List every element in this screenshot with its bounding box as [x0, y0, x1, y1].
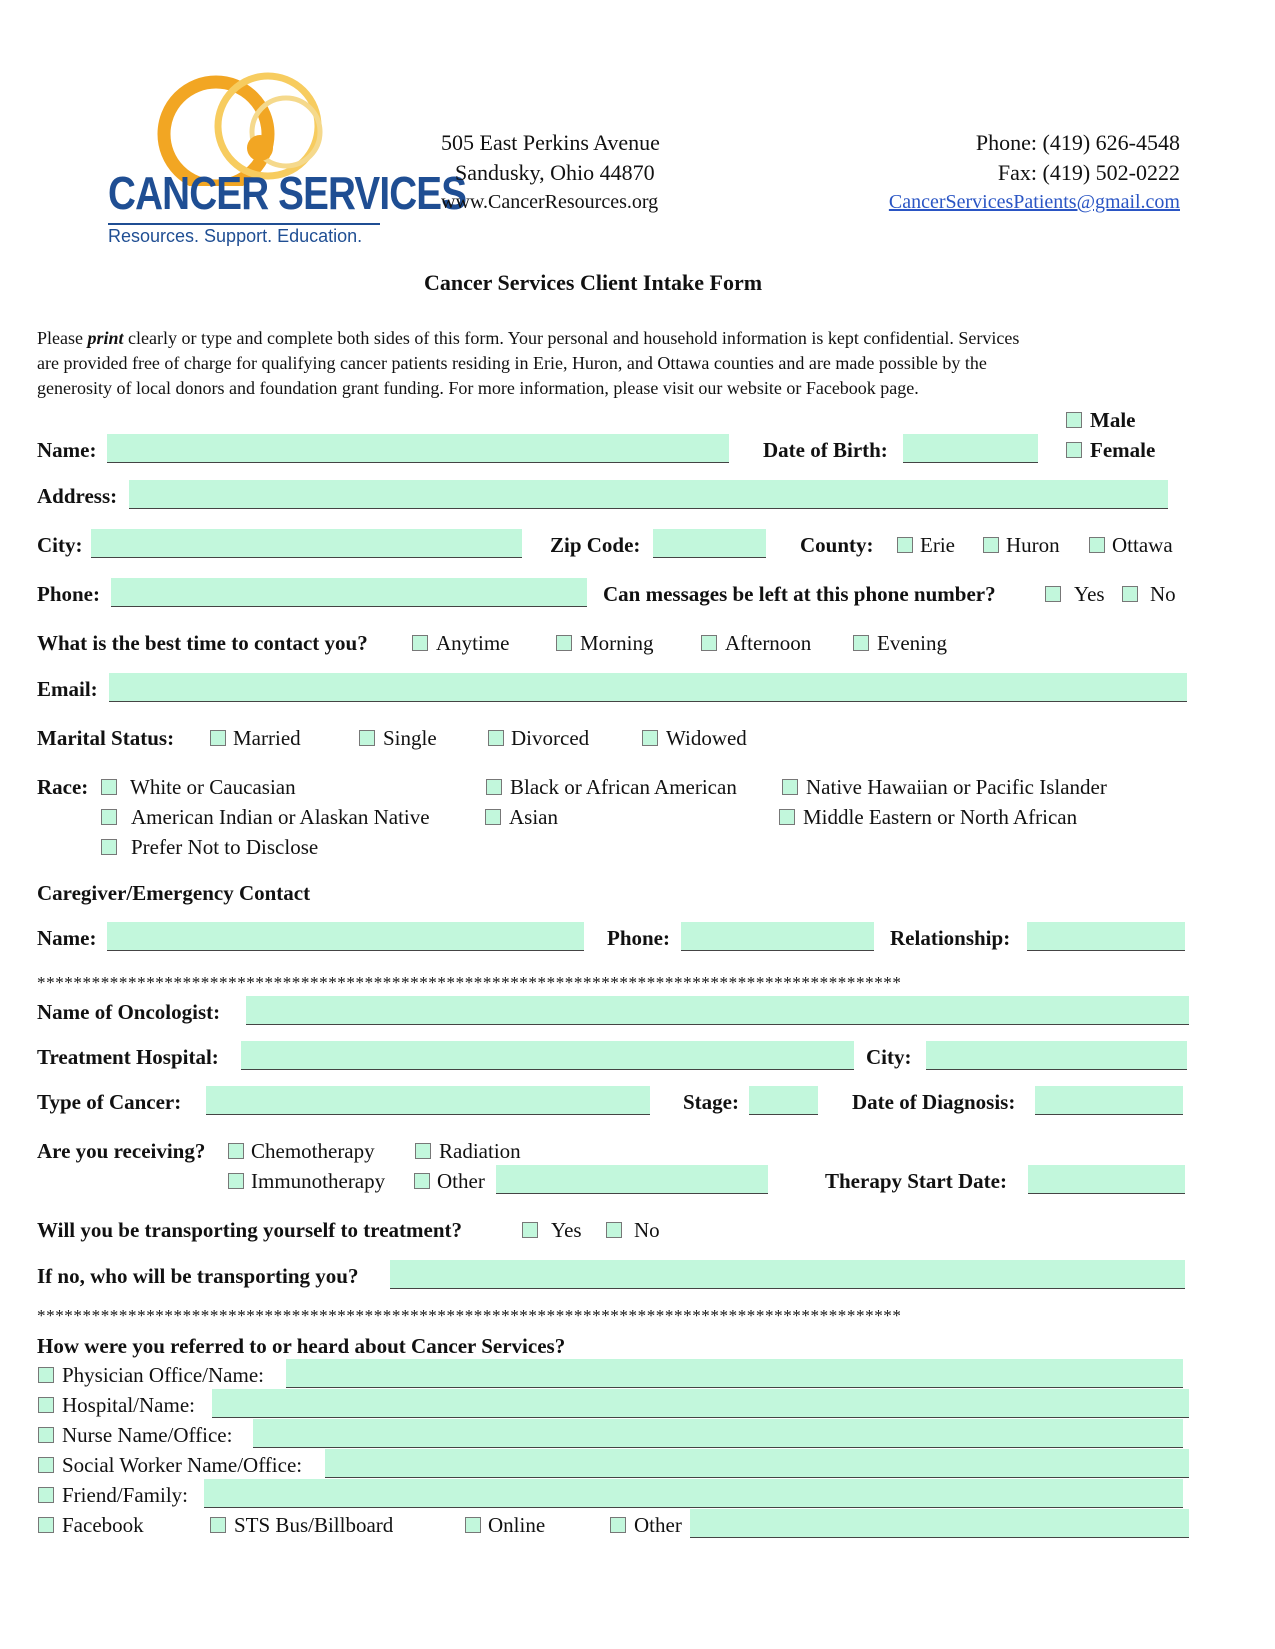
dob-field[interactable] — [903, 434, 1038, 463]
phone: Phone: (419) 626-4548 — [975, 130, 1180, 155]
race-middle-eastern-checkbox[interactable] — [779, 809, 795, 825]
oncologist-field[interactable] — [246, 996, 1189, 1025]
receiving-label: Are you receiving? — [37, 1139, 206, 1163]
ref-online-checkbox[interactable] — [465, 1517, 481, 1533]
ref-friend-field[interactable] — [204, 1479, 1183, 1508]
transport-yes-checkbox[interactable] — [522, 1222, 538, 1238]
time-anytime-label: Anytime — [436, 631, 510, 655]
address-field[interactable] — [129, 480, 1168, 509]
race-american-indian-checkbox[interactable] — [101, 809, 117, 825]
rx-other-checkbox[interactable] — [414, 1173, 430, 1189]
ref-hospital-checkbox[interactable] — [38, 1397, 54, 1413]
ref-facebook-checkbox[interactable] — [38, 1517, 54, 1533]
logo — [106, 66, 467, 256]
county-erie-checkbox[interactable] — [897, 537, 913, 553]
caregiver-phone-field[interactable] — [681, 922, 874, 951]
intro-line-2: are provided free of charge for qualifying cancer patients residing in Erie, Huron, and Ottawa counties and are made possible by the — [37, 353, 987, 373]
race-hawaiian-checkbox[interactable] — [782, 779, 798, 795]
zip-field[interactable] — [653, 529, 766, 558]
ref-nurse-checkbox[interactable] — [38, 1427, 54, 1443]
ref-hospital-label: Hospital/Name: — [62, 1393, 195, 1417]
hospital-city-label: City: — [866, 1045, 912, 1069]
marital-married-label: Married — [233, 726, 301, 750]
hospital-city-field[interactable] — [926, 1041, 1187, 1070]
ref-other-field[interactable] — [690, 1509, 1189, 1538]
logo-rule — [108, 223, 380, 225]
race-white-label: White or Caucasian — [130, 775, 296, 799]
address-line-2: Sandusky, Ohio 44870 — [455, 160, 655, 185]
oncologist-label: Name of Oncologist: — [37, 1000, 221, 1024]
race-prefer-not-label: Prefer Not to Disclose — [131, 835, 319, 859]
time-morning-checkbox[interactable] — [556, 635, 572, 651]
hospital-field[interactable] — [241, 1041, 854, 1070]
address-line-1: 505 East Perkins Avenue — [441, 130, 660, 155]
ref-nurse-field[interactable] — [253, 1419, 1183, 1448]
rx-chemo-checkbox[interactable] — [228, 1143, 244, 1159]
messages-no-checkbox[interactable] — [1122, 586, 1138, 602]
time-afternoon-label: Afternoon — [725, 631, 812, 655]
county-label: County: — [800, 533, 874, 557]
race-white-checkbox[interactable] — [101, 779, 117, 795]
rx-other-label: Other — [437, 1169, 485, 1193]
race-hawaiian-label: Native Hawaiian or Pacific Islander — [806, 775, 1107, 799]
race-black-checkbox[interactable] — [486, 779, 502, 795]
intro-text-1: clearly or type and complete both sides of this form. Your personal and household information is kept confidential. Services — [123, 328, 1020, 348]
name-label: Name: — [37, 438, 97, 462]
race-american-indian-label: American Indian or Alaskan Native — [131, 805, 430, 829]
ref-social-label: Social Worker Name/Office: — [62, 1453, 303, 1477]
rx-other-field[interactable] — [496, 1165, 768, 1194]
time-afternoon-checkbox[interactable] — [701, 635, 717, 651]
messages-yes-checkbox[interactable] — [1045, 586, 1061, 602]
phone-label: Phone: — [37, 582, 100, 606]
intro-print: print — [87, 328, 124, 348]
ref-social-field[interactable] — [325, 1449, 1189, 1478]
marital-married-checkbox[interactable] — [210, 730, 226, 746]
rx-immuno-label: Immunotherapy — [251, 1169, 386, 1193]
ref-other-label: Other — [634, 1513, 682, 1537]
caregiver-relationship-label: Relationship: — [890, 926, 1011, 950]
time-evening-label: Evening — [877, 631, 947, 655]
caregiver-name-field[interactable] — [107, 922, 584, 951]
male-checkbox[interactable] — [1066, 412, 1082, 428]
cancer-type-field[interactable] — [206, 1086, 650, 1115]
rx-chemo-label: Chemotherapy — [251, 1139, 375, 1163]
transport-no-label: No — [634, 1218, 660, 1242]
marital-single-label: Single — [383, 726, 437, 750]
ref-nurse-label: Nurse Name/Office: — [62, 1423, 233, 1447]
caregiver-relationship-field[interactable] — [1027, 922, 1185, 951]
intro-please: Please — [37, 328, 88, 348]
transport-who-field[interactable] — [390, 1260, 1185, 1289]
ref-physician-label: Physician Office/Name: — [62, 1363, 264, 1387]
messages-label: Can messages be left at this phone number? — [603, 582, 996, 606]
caregiver-heading: Caregiver/Emergency Contact — [37, 881, 311, 905]
email-label: Email: — [37, 677, 98, 701]
ref-hospital-field[interactable] — [212, 1389, 1189, 1418]
race-black-label: Black or African American — [510, 775, 737, 799]
diagnosis-field[interactable] — [1035, 1086, 1183, 1115]
race-prefer-not-checkbox[interactable] — [101, 839, 117, 855]
messages-yes-label: Yes — [1074, 582, 1105, 606]
marital-divorced-checkbox[interactable] — [488, 730, 504, 746]
logo-tagline: Resources. Support. Education. — [108, 226, 363, 246]
county-erie-label: Erie — [920, 533, 955, 557]
name-field[interactable] — [107, 434, 729, 463]
marital-single-checkbox[interactable] — [359, 730, 375, 746]
email-link[interactable]: CancerServicesPatients@gmail.com — [888, 191, 1180, 213]
phone-field[interactable] — [111, 578, 587, 607]
therapy-start-field[interactable] — [1028, 1165, 1185, 1194]
county-huron-checkbox[interactable] — [983, 537, 999, 553]
rx-radiation-checkbox[interactable] — [415, 1143, 431, 1159]
time-morning-label: Morning — [580, 631, 654, 655]
stage-label: Stage: — [683, 1090, 739, 1114]
referral-heading: How were you referred to or heard about Cancer Services? — [37, 1334, 566, 1358]
race-label: Race: — [37, 775, 89, 799]
race-middle-eastern-label: Middle Eastern or North African — [803, 805, 1078, 829]
separator-1: *********************************************************************************************** — [37, 973, 902, 992]
marital-divorced-label: Divorced — [511, 726, 590, 750]
rx-immuno-checkbox[interactable] — [228, 1173, 244, 1189]
marital-widowed-label: Widowed — [666, 726, 747, 750]
male-label: Male — [1090, 408, 1136, 432]
email-field[interactable] — [109, 673, 1187, 702]
female-label: Female — [1090, 438, 1156, 462]
ref-sts-label: STS Bus/Billboard — [234, 1513, 394, 1537]
female-checkbox[interactable] — [1066, 442, 1082, 458]
ref-friend-checkbox[interactable] — [38, 1487, 54, 1503]
marital-label: Marital Status: — [37, 726, 175, 750]
intro-line-3: generosity of local donors and foundation grant funding. For more information, please visit our website or Facebook page. — [37, 378, 919, 398]
ref-online-label: Online — [488, 1513, 546, 1537]
transport-no-checkbox[interactable] — [606, 1222, 622, 1238]
ref-physician-field[interactable] — [286, 1359, 1183, 1388]
ref-social-checkbox[interactable] — [38, 1457, 54, 1473]
caregiver-phone-label: Phone: — [607, 926, 670, 950]
address-label: Address: — [37, 484, 118, 508]
ref-facebook-label: Facebook — [62, 1513, 144, 1537]
rx-radiation-label: Radiation — [439, 1139, 521, 1163]
logo-name: CANCER SERVICES — [108, 167, 467, 219]
ref-friend-label: Friend/Family: — [62, 1483, 188, 1507]
separator-2: *********************************************************************************************** — [37, 1306, 902, 1325]
county-ottawa-label: Ottawa — [1112, 533, 1173, 557]
stage-field[interactable] — [749, 1086, 818, 1115]
dob-label: Date of Birth: — [763, 438, 888, 462]
time-anytime-checkbox[interactable] — [412, 635, 428, 651]
ref-physician-checkbox[interactable] — [38, 1367, 54, 1383]
cancer-type-label: Type of Cancer: — [37, 1090, 182, 1114]
intro-line-1 — [37, 328, 1019, 349]
race-asian-label: Asian — [509, 805, 558, 829]
ref-other-checkbox[interactable] — [610, 1517, 626, 1533]
fax: Fax: (419) 502-0222 — [997, 160, 1180, 185]
race-asian-checkbox[interactable] — [485, 809, 501, 825]
website: www.CancerResources.org — [441, 191, 659, 213]
hospital-label: Treatment Hospital: — [37, 1045, 219, 1069]
form-title: Cancer Services Client Intake Form — [424, 270, 763, 295]
city-label: City: — [37, 533, 83, 557]
caregiver-name-label: Name: — [37, 926, 97, 950]
transport-yes-label: Yes — [551, 1218, 582, 1242]
transport-label: Will you be transporting yourself to treatment? — [37, 1218, 463, 1242]
diagnosis-label: Date of Diagnosis: — [852, 1090, 1016, 1114]
time-evening-checkbox[interactable] — [853, 635, 869, 651]
county-huron-label: Huron — [1006, 533, 1060, 557]
marital-widowed-checkbox[interactable] — [642, 730, 658, 746]
best-time-label: What is the best time to contact you? — [37, 631, 368, 655]
zip-label: Zip Code: — [550, 533, 641, 557]
city-field[interactable] — [91, 529, 522, 558]
therapy-start-label: Therapy Start Date: — [825, 1169, 1007, 1193]
transport-who-label: If no, who will be transporting you? — [37, 1264, 359, 1288]
ref-sts-checkbox[interactable] — [210, 1517, 226, 1533]
county-ottawa-checkbox[interactable] — [1089, 537, 1105, 553]
messages-no-label: No — [1150, 582, 1176, 606]
